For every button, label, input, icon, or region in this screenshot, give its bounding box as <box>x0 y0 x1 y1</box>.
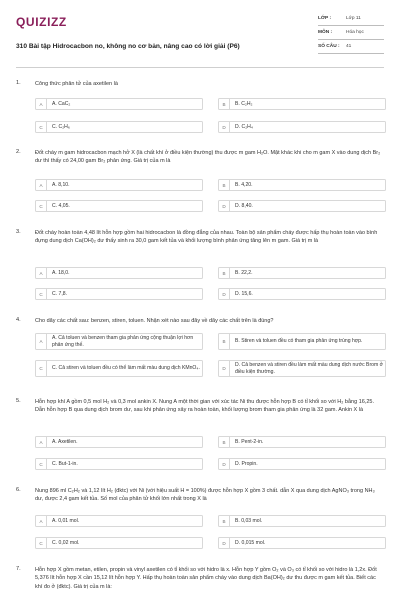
question-number: 2. <box>16 149 21 155</box>
option-letter: A <box>36 268 47 278</box>
option-c[interactable] <box>35 288 203 300</box>
question-number: 1. <box>16 80 21 86</box>
option-d[interactable] <box>218 458 386 470</box>
option-text: B. 4,20. <box>235 181 253 188</box>
header-divider <box>16 67 384 68</box>
option-letter: D <box>219 122 230 132</box>
option-text: C. 7,8. <box>52 290 68 297</box>
question-text: Công thức phân tử của axetilen là <box>35 81 118 87</box>
option-a[interactable] <box>35 436 203 448</box>
option-c[interactable] <box>35 200 203 212</box>
option-letter: C <box>36 538 47 548</box>
option-letter: A <box>36 99 47 109</box>
question-number: 5. <box>16 398 21 404</box>
option-letter: C <box>36 361 47 376</box>
meta-value: Hóa học <box>346 30 364 35</box>
option-b[interactable] <box>218 436 386 448</box>
option-letter: D <box>219 538 230 548</box>
option-text: D. 8,40. <box>235 202 253 209</box>
question-number: 4. <box>16 317 21 323</box>
option-text: A. Cả toluen và benzen tham gia phản ứng cộng thuận lợi hơn phản ứng thế. <box>52 335 194 348</box>
option-a[interactable] <box>35 267 203 279</box>
option-letter: B <box>219 437 230 447</box>
meta-row-grade <box>318 12 384 26</box>
meta-row-count <box>318 40 384 54</box>
option-letter: B <box>219 516 230 526</box>
meta-table <box>318 12 384 54</box>
meta-value: 41 <box>346 44 352 49</box>
option-b[interactable] <box>218 333 386 350</box>
option-letter: C <box>36 459 47 469</box>
option-d[interactable] <box>218 537 386 549</box>
option-letter: D <box>219 361 230 376</box>
option-text: B. C₂H₂ <box>235 100 253 107</box>
option-c[interactable] <box>35 458 203 470</box>
option-a[interactable] <box>35 515 203 527</box>
option-text: D. Cả benzen và stiren đều làm mất màu dung dịch nước Brom ở điều kiện thường. <box>235 362 383 375</box>
option-d[interactable] <box>218 200 386 212</box>
option-text: A. 0,01 mol. <box>52 517 80 524</box>
option-letter: C <box>36 122 47 132</box>
option-letter: D <box>219 201 230 211</box>
option-text: B. Stiren và toluen đều có tham gia phản ứng trùng hợp. <box>235 338 363 345</box>
option-letter: B <box>219 268 230 278</box>
option-d[interactable] <box>218 121 386 133</box>
option-text: C. Cả stiren và toluen đều có thể làm mất màu dung dịch KMnO₄. <box>52 365 200 372</box>
option-text: D. 0,015 mol. <box>235 539 266 546</box>
option-letter: A <box>36 516 47 526</box>
option-text: C. But-1-in. <box>52 460 78 467</box>
option-text: A. Axetilen. <box>52 438 78 445</box>
option-b[interactable] <box>218 267 386 279</box>
option-text: C. 0,02 mol. <box>52 539 80 546</box>
option-text: D. Propin. <box>235 460 258 467</box>
question-number: 3. <box>16 229 21 235</box>
option-c[interactable] <box>35 537 203 549</box>
option-letter: D <box>219 289 230 299</box>
quizizz-logo: QUIZIZZ <box>16 15 67 29</box>
option-text: B. Pent-2-in. <box>235 438 264 445</box>
option-letter: A <box>36 437 47 447</box>
question-text: Nung 896 ml C₂H₂ và 1,12 lít H₂ (đktc) với Ni (với hiệu suất H = 100%) được hỗn hợp X gồm 3 chất. dẫn X qua dung dịch AgNO₃ trong NH₃ dư, được 2,4 gam kết tủa. Số mol của phân tử khối lớn nhất trong X là <box>35 488 375 503</box>
option-c[interactable] <box>35 360 203 377</box>
option-d[interactable] <box>218 288 386 300</box>
meta-label: MÔN : <box>318 30 333 35</box>
option-c[interactable] <box>35 121 203 133</box>
page-title: 310 Bài tập Hidrocacbon no, không no cơ bản, nâng cao có lời giải (P6) <box>16 43 240 50</box>
option-text: A. CaC₂ <box>52 100 71 107</box>
question-text: Đốt cháy m gam hidrocacbon mạch hở X (là chất khí ở điều kiện thường) thu được m gam H₂O. Mặt khác khi cho m gam X vào dung dịch Br₂ dư thì thấy có 24,00 gam Br₂ phản ứng. Giá trị của m là <box>35 150 381 165</box>
option-a[interactable] <box>35 179 203 191</box>
question-number: 6. <box>16 487 21 493</box>
option-letter: B <box>219 334 230 349</box>
option-letter: C <box>36 201 47 211</box>
option-letter: A <box>36 180 47 190</box>
question-number: 7. <box>16 566 21 572</box>
question-text: Đốt cháy hoàn toàn 4,48 lít hỗn hợp gồm hai hidrocacbon là đồng đẳng của nhau. Toàn bộ sản phẩm cháy được hấp thụ hoàn toàn vào bình đựng dung dịch Ca(OH)₂ dư thấy sinh ra 30,0 gam kết tủa và khối lượng bình phản ứng tăng lên m gam. Giá trị m là <box>35 230 378 245</box>
meta-label: SỐ CÂU : <box>318 44 340 49</box>
option-text: C. 4,05. <box>52 202 70 209</box>
option-b[interactable] <box>218 98 386 110</box>
option-text: C. C₂H₆ <box>52 123 70 130</box>
meta-label: LỚP : <box>318 16 332 21</box>
option-b[interactable] <box>218 179 386 191</box>
option-b[interactable] <box>218 515 386 527</box>
meta-value: Lớp 11 <box>346 16 361 21</box>
question-text: Cho dãy các chất sau: benzen, stiren, toluen. Nhận xét nào sau đây về dãy các chất trên là đúng? <box>35 318 274 324</box>
option-text: A. 8,10. <box>52 181 70 188</box>
option-letter: D <box>219 459 230 469</box>
option-text: D. C₂H₄ <box>235 123 253 130</box>
option-text: A. 18,0. <box>52 269 70 276</box>
option-letter: A <box>36 334 47 349</box>
option-letter: C <box>36 289 47 299</box>
page-header <box>16 12 384 64</box>
option-d[interactable] <box>218 360 386 377</box>
option-letter: B <box>219 180 230 190</box>
option-text: B. 0,03 mol. <box>235 517 263 524</box>
question-text: Hỗn hợp khí A gồm 0,5 mol H₂ và 0,3 mol ankin X. Nung A một thời gian với xúc tác Ni thu được hỗn hợp B có tỉ khối so với H₂ bằng 16,25. Dẫn hỗn hợp B qua dung dịch brom dư, sau khi phản ứng xảy ra hoàn toàn, khối lượng brom tham gia phản ứng là 32 gam. Ankin X là <box>35 399 374 414</box>
option-text: D. 15,6. <box>235 290 253 297</box>
option-a[interactable] <box>35 98 203 110</box>
option-a[interactable] <box>35 333 203 350</box>
meta-row-subject <box>318 26 384 40</box>
question-text: Hỗn hợp X gồm metan, etilen, propin và vinyl axetilen có tỉ khối so với hidro là x. Hỗn hợp Y gồm O₂ và O₃ có tỉ khối so với hidro là 1,2x. Đốt 5,376 lít hỗn hợp X cần 15,12 lít hỗn hợp Y. Hấp thụ hoàn toàn sản phẩm cháy vào dung dịch Ba(OH)₂ dư thu được m gam kết tủa. Biết các khí đo ở (đktc). Giá trị của m là: <box>35 567 377 590</box>
option-letter: B <box>219 99 230 109</box>
option-text: B. 22,2. <box>235 269 253 276</box>
